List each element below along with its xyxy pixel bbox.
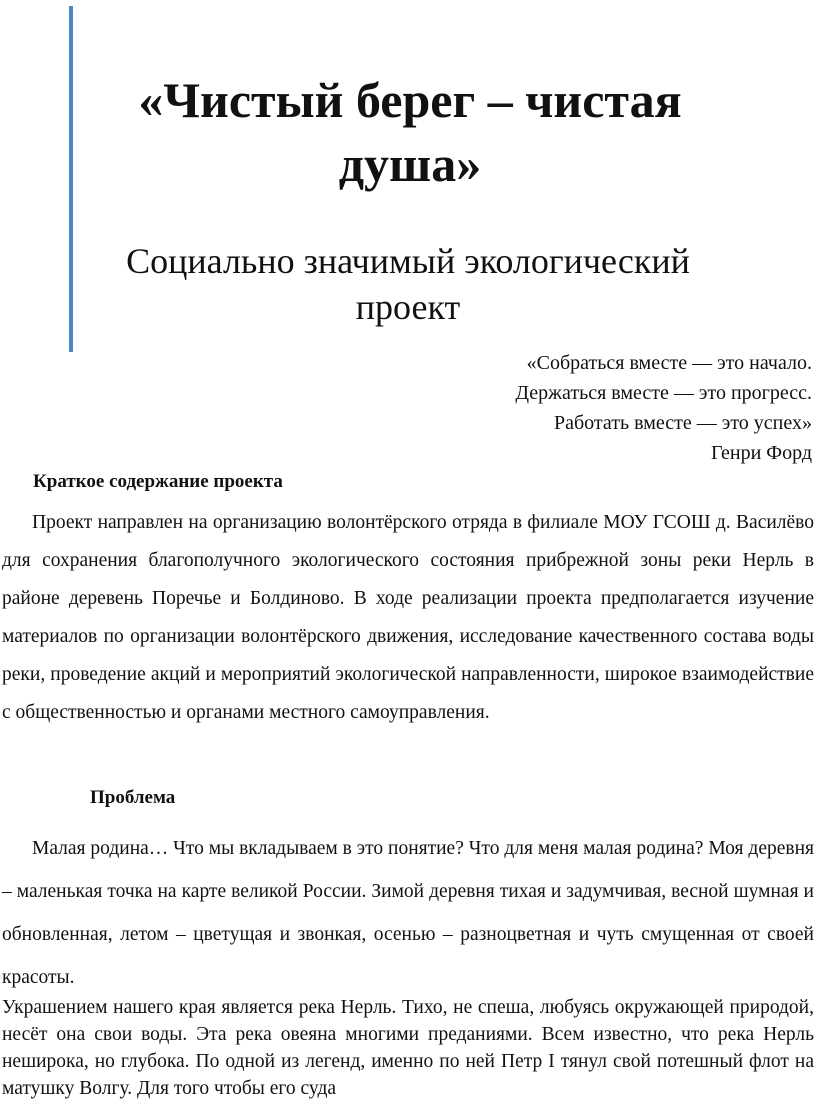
summary-heading: Краткое содержание проекта: [33, 471, 283, 492]
epigraph-line-1: «Собраться вместе — это начало.: [526, 352, 812, 374]
document-title: «Чистый берег – чистая душа»: [138, 72, 682, 192]
epigraph: [515, 348, 812, 468]
summary-paragraph: Проект направлен на организацию волонтёрского отряда в филиале МОУ ГСОШ д. Василёво для сохранения благополучного экологического состояния прибрежной зоны реки Нерль в районе деревень Поречье и Болдиново. В ходе реализации проекта предполагается изучение материалов по организации волонтёрского движения, исследование качественного состава воды реки, проведение акций и мероприятий экологической направленности, широкое взаимодействие с общественностью и органами местного самоуправления.: [2, 512, 814, 723]
epigraph-line-2: Держаться вместе — это прогресс.: [515, 382, 812, 404]
document-subtitle: Социально значимый экологический проект: [126, 241, 690, 327]
problem-paragraph-1: Малая родина… Что мы вкладываем в это понятие? Что для меня малая родина? Моя деревня – маленькая точка на карте великой России. Зимой деревня тихая и задумчивая, весной шумная и обновленная, летом – цветущая и звонкая, осенью – разноцветная и чуть смущенная от своей красоты.: [2, 838, 814, 988]
problem-heading: Проблема: [90, 787, 176, 808]
epigraph-line-3: Работать вместе — это успех»: [554, 412, 812, 434]
accent-bar: [69, 6, 73, 352]
epigraph-author: Генри Форд: [710, 442, 812, 464]
problem-paragraph-2: Украшением нашего края является река Нерль. Тихо, не спеша, любуясь окружающей природой, несёт она свои воды. Эта река овеяна многими преданиями. Всем известно, что река Нерль неширока, но глубока. По одной из легенд, именно по ней Петр I тянул свой потешный флот на матушку Волгу. Для того чтобы его суда: [2, 997, 814, 1099]
